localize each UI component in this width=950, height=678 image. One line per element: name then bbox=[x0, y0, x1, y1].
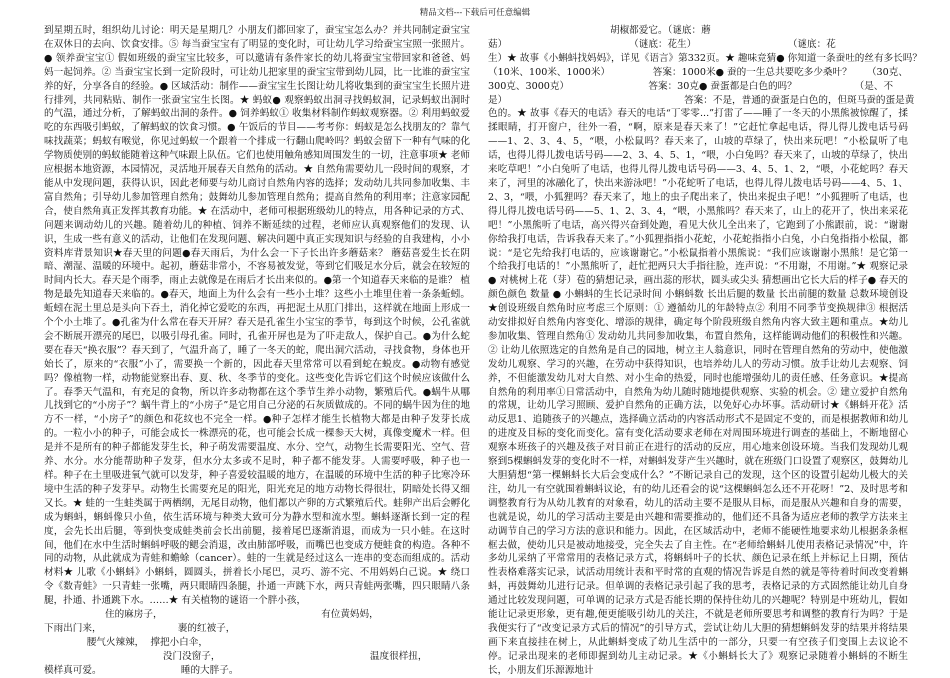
right-line: 菇） （谜底：花生） （谜底：花 bbox=[488, 38, 836, 50]
right-line: 胡椒都爱它。（谜底：蘑 bbox=[488, 25, 711, 36]
page-header: 精品文档---下载后可任意编辑 bbox=[419, 8, 531, 18]
riddle-line: 没门没窗子， 温度很样扭， bbox=[44, 650, 428, 662]
right-line: 300克、3000克） 答案：30克● 蚕蛋都是白色的吗？ （是、不 bbox=[488, 80, 894, 92]
left-column bbox=[44, 24, 470, 676]
left-body-text: 到星期五时，组织幼儿讨论：明天是星期几？小朋友们都回家了，蚕宝宝怎么办？并共同制定蚕宝宝在双休日的去向、饮食安排。⑤ 每当蚕宝宝有了明显的变化时，可让幼儿学习给蚕宝宝照一张照片。● 领养蚕宝宝① 假如班级的蚕宝宝比较多，可以邀请有条件家长的幼儿将蚕宝宝带回家和爸爸、妈妈一起饲养。② 当蚕宝宝长到一定阶段时，可让幼儿把家里的蚕宝宝带到幼儿园，比一比谁的蚕宝宝养的好，分享各自的经验。● 区域活动：制作——蚕宝宝生长图让幼儿将收集到的蚕宝宝生长照片进行排列，共同粘贴、制作一张蚕宝宝生长图。★ 蚂蚁● 观察蚂蚁出洞寻找蚂蚁洞，记录蚂蚁出洞时的气温，通过分析，了解蚂蚁出洞的条件。● 饲养蚂蚁① 收集材料制作蚂蚁观察器。② 利用蚂蚁爱吃的东西吸引蚂蚁，了解蚂蚁的饮食习惯。● 午饭后的节目——考考你：蚂蚁是怎么找朋友的？靠气味找蔬菜；蚂蚁有喉觉，你见过蚂蚁一个跟着一个排成一行翻山爬岭吗？蚂蚁会留下一种有气味的化学物质使别的蚂蚁能随着这种气味跟上队伍。它们也使用触角感知周围发生的一切，注意事项★ 老师应根据本地资源，本园情况，灵活地开展春天自然角的活动。★ 自然角需要幼儿一段时间的观察，才能从中发现问题，获得认识，因此老师要与幼儿商讨自然角内容的选择；发动幼儿共同参加收集、丰富自然角；引导幼儿参加管理自然角；鼓舞幼儿参加管理自然角；提高自然角的利用率；注意家园配合，使自然角真正发挥其教育功能。★ 在活动中，老师可根据班级幼儿的特点，用各种记录的方式、问题来调动幼儿的兴趣。随着幼儿的种植、饲养不断延续的过程，老师应认真观察他们的发现、认识，生成一些有意义的活动，让他们在发现问题、解决问题中真正实现知识与经验的自我建构，小小资料库背景知识★春天里的问题●春天雨后，为什么会一下子长出许多蘑菇来？ 蘑菇喜爱生长在阴暗、潮湿、温暖的环境中。起初，蘑菇非常小，不容易被发觉，等到它们吸足水分后，就会在较短的时间内长大。春天是个雨季，雨止去就像是在雨后才长出来似的。●第一个知道春天来临的是谁？ 植物是最先知道春天来临的。●春天，地面上为什么会有一些小土堆？这些小土堆里住着一条条蚯蚓。蚯蚓在泥土里总是头向下吞土，消化掉它爱吃的东西，再把泥土从肛门排出，这样就在地面上形成一个个小土堆了。●孔雀为什么常在春天开屏？春天是孔雀生小宝宝的季节，每到这个时候，公孔雀就会不断展开漂亮的尾巴，以吸引母孔雀。同时，孔雀开屏也是为了吓走敌人，保护自己。●为什么蛇要在春天“换衣服”？春天到了，气温升高了，睡了一冬天的蛇，爬出洞穴活动，寻找食物，身体也开始长了，原来的“衣服”小了，需要换一个新的，因此春天里常常可以看到蛇在蜕皮。●动物有感觉吗？像植物一样，动物能觉察出春、夏、秋、冬季节的变化。这些变化告诉它们这个时候应该做什么了。春季天气温和，有充足的食物，所以许多动物都在这个季节生养小动物，繁殖后代。●蜗牛从哪儿找到它的“小房子”？蜗牛背上的“小房子”是它用自己分泌的石灰质做成的。不同的蜗牛因为住的地方不一样，“小房子”的颜色和花纹也不完全一样。●种子怎样才能生长植物大都是由种子发芽长成的。一粒小小的种子，可能会成长一株漂亮的花，也可能会长成一棵参天大树，真像变魔术一样。但是并不是所有的种子都能发芽生长，种子萌发需要温度、水分、空气，动物生长需要阳光、空气、营养、水分。水分能帮助种子发芽，但水分太多或不足时，种子都不能发芽。人需要呼吸，种子也一样。种子在土里吸进氧气就可以发芽，种子喜爱较温暖的地方，在温暖的环境中生活的种子比寒冷环境中生活的种子发芽早。动物生长需要充足的阳光，阳光充足的地方动物长得很壮，阴暗处长得又细又长。★ 蛙的一生蛙类属于两栖纲，无尾目动物，他们都以产卵的方式繁殖后代。蛙卵产出后会孵化成为蝌蚪，蝌蚪像只小鱼，依生活环境与种类大致可分为静水型和流水型。蝌蚪逐渐长到一定的程度，会先长出后腿，等到快变成蛙类前会长出前腿，接着尾巴逐渐消退，而成为一只小蛙。在这时间，他们在水中生活时蝌蚪呼吸的鳃会消退，改由肺部呼吸，而嘴巴也变成方便蛙食的构造。各种不同的动物，从此就成为青蛙和蟾蜍（cancer）。蛙的一生就是经过这么一连串的变态而组成的。活动材料★ 儿歌《小蝌蚪》小蝌蚪，圆圆头，拼着长小尾巴，灵巧、游不完、不用妈妈白己说。★ 绕口令《数青蛙》一只青蛙一张嘴，两只眼睛四条腿，扑通一声跳下水，两只青蛙两张嘴，四只眼睛八条腿，扑通、扑通跳下水。……★ 有关植物的谜语一个胖小孩， bbox=[44, 25, 470, 607]
riddle-line: 腰气火辣辣， 撑把小白伞， bbox=[44, 636, 208, 648]
right-line: 是） 答案：不是，普通的蚕蛋是白色的，但斑马蚕的蛋是黄 bbox=[488, 94, 915, 106]
right-line: （10米、100米、1000米） 答案：1000米● 蚕的一生总共要吃多少桑叶？ （30克、 bbox=[488, 66, 908, 78]
riddle-line: 住的麻房子， 有位黄妈妈， bbox=[44, 609, 379, 621]
riddle-poem bbox=[44, 608, 470, 678]
right-column bbox=[488, 24, 922, 676]
right-line: 生）★ 故事《小蝌蚪找妈妈》，详见《语言》第332页。★ 趣味竞猜● 你知道一条蚕吐的丝有多长吗？ bbox=[488, 52, 922, 64]
riddle-line: 下雨出门来， 裹的红被子， bbox=[44, 622, 236, 634]
riddle-line: 模样真可爱。 睡的大胖子。 bbox=[44, 664, 239, 676]
right-body-text: 色的。★ 故事《春天的电话》春天的电话“丁零零...”打雷了——睡了一冬天的小黑熊被惊醒了，揉揉眼睛，打开窗户，往外一看，“啊，原来是春天来了！”它赶忙拿起电话，得儿得儿拨电话号码——1、2、3、4、5，“喂，小松鼠吗？春天来了，山坡的草绿了，快出来玩吧！”小松鼠听了电话，也得儿得儿拨电话号码——2、3、4、5、1，“喂，小白兔吗？春天来了，山坡的草绿了，快出来吃草吧！”小白兔听了电话，也得儿得儿拨电话号码——3、4、5、1、2，“喂，小花蛇吗？春天来了，河里的冰融化了，快出来游泳吧！”小花蛇听了电话，也得儿得儿拨电话号码——4、5、1、2、3，“喂，小狐狸吗？春天来了，地上的虫子爬出来了，快出来捉虫子吧！”小狐狸听了电话，也得儿得儿拨电话号码——5、1、2、3、4，“喂，小黑熊吗？春天来了，山上的花开了，快出来采花吧！”小黑熊听了电话，高兴得兴奋到处跑，看见大伙儿全出来了，它跑到了小熊跟前，说：“谢谢你给我打电话，告诉我春天来了。”小狐狸指指小花蛇，小花蛇指指小白兔，小白兔指指小松鼠，都说：“是它先给我打电话的，应该谢谢它。”小松鼠指着小黑熊说：“我们应该谢谢小黑熊！是它第一个给我打电话的！”小黑熊听了，赶忙把两只大手指往脸，连声说：“不用谢，不用谢。”★ 观察记录● 对桃树上花（芽）苞的猜想记录，画出蕊的形状，圆头或尖头 猜想画出它长大后的样子● 春天的颜色颜色 数量 ● 小蝌蚪的生长记录时间 小蝌蚪数 长出后腿的数量 长出前腿的数量 总数环境创设★创设班级自然角时应考虑三个原则：① 遵循幼儿的年龄特点② 利用不同季节变换规律③ 根据活动安排拟好自然角内容变化、增添的规律，确定每个阶段班级自然角内容大致主题和重点。★幼儿参加收集、管理自然角① 发动幼儿共同参加收集，布置自然角，这样能调动他们的积极性和兴趣。② 让幼儿依照选定的自然角是自己的园地，树立主人翁意识，同时在管理自然角的劳动中，使他激发幼儿观察、学习的兴趣，在劳动中获得知识，也培养幼儿人的劳动习惯。放手让幼儿去观察、饲养，不但能激发幼儿对大自然、对小生命的热爱，同时也能增强幼儿的责任感、任务意识。★提高自然角的利用率①日常活动中，自然角为幼儿随时随地提供观察、实验的机会。② 建立爱护自然角的常规，让幼儿学习照顾、爱护自然角的正确方法，以免好心办坏事。活动研讨★《蝌蚪开花》活动反思1、追随孩子的兴趣点，选择确立活动的内容活动形式不是固定不变的，而是根据教师和幼儿的进度及目标的变化而变化。富有变化活动要求老师在对周围环境进行调查的基础上，不断地留心观察本班孩子的兴趣及孩子对目前正在进行的活动的反应，用心地来创设环境。当我们发现幼儿观察到5棵蝌蚪发芽的变化时不一样，对蝌蚪发芽产生兴趣时，就在班级门口设置了观察区，鼓舞幼儿大胆猜想“第一棵蝌蚪长大后会变成什么？”不断记录自己的发现，这个区的设置引起幼儿极大的关注，幼儿一有空就围着蝌蚪议论，有的幼儿还看会的说“这棵蝌蚪怎么还不开花呀！”2、及时思考和调整教育行为从幼儿教育的对象看，幼儿的活动主要不是服从目标，而是服从兴趣和自身的需要，也就是说，幼儿的学习活动主要是由兴趣和需要推动的，他们还不具备为适应老师的教学方法来主动调节自己的学习方法的意识和能力。因此，在区域活动中，老师不能硬性地要求幼儿根据条条框框去做，使幼儿只是被动地接受，完全失去了自主性。在“老师给蝌蚪儿使用表格记录情况”中，许多幼儿采纳了平常常用的表格记录方式，将蝌蚪叶子的长状、颜色记录在纸上并标记上日期，预估性表格难落实记录，试活动用统计表和平时常的直观的情况告诉是自然的就是等待着时间改变着蝌蚪，再鼓舞幼儿进行记录。但单调的表格记录引起了我的思考，表格记录的方式固然能让幼儿自身通过比较发现问题，可单调的记录方式是否能长期的保持住幼儿的兴趣呢？特别是中班幼儿，假如能让记录更形象，更有趣,便更能吸引幼儿的关注，不就是老师所要思考和调整的教育行为吗？于是我便实行了“改变记录方式后的情况”的引导方式，尝试让幼儿大胆的猜想蝌蚪发芽的结果并将结果画下来直接挂在树上，从此蝌蚪变成了幼儿生活中的一部分，只要一有空孩子们变围上去议论不停。记录出现来的老师即握到幼儿主动记录。★《小蝌蚪长大了》观察记录随着小蝌蚪的不断生长，小朋友们乐源源地计 bbox=[488, 108, 908, 676]
right-top-lines bbox=[488, 24, 922, 107]
